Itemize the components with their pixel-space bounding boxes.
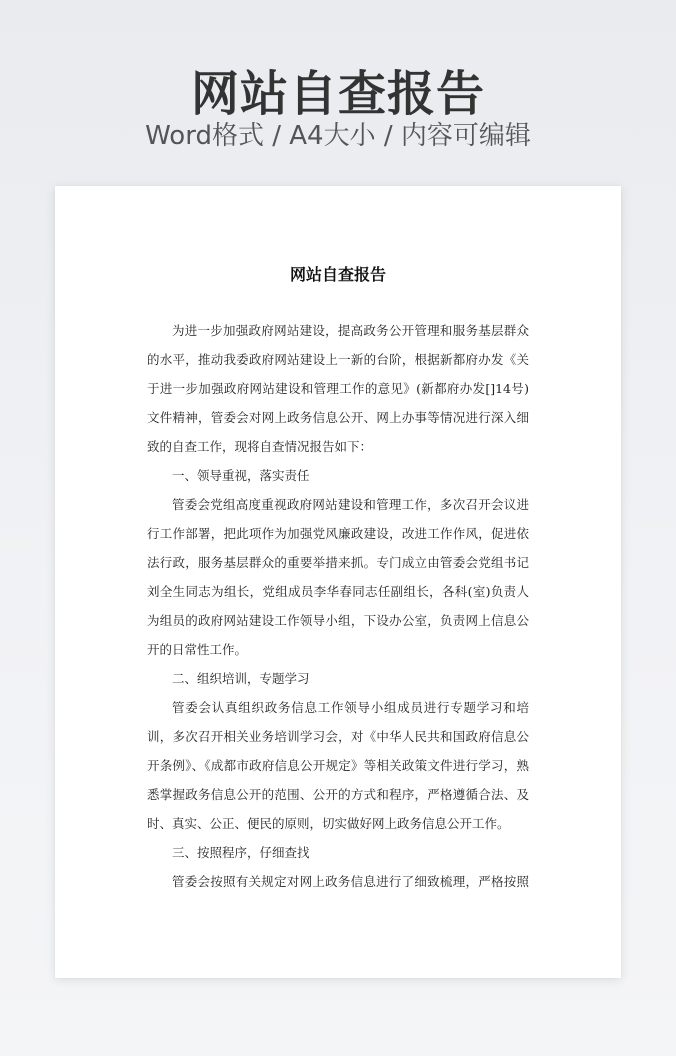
paragraph-line: 管委会党组高度重视政府网站建设和管理工作，多次召开会议进 [172,497,529,512]
section-heading: 一、领导重视，落实责任 [172,468,310,483]
paragraph-line: 开的日常性工作。 [147,642,248,657]
paragraph-line: 为进一步加强政府网站建设，提高政务公开管理和服务基层群众 [172,323,529,338]
document-page [55,186,621,978]
paragraph-line: 刘全生同志为组长，党组成员李华春同志任副组长，各科(室)负责人 [147,584,529,599]
paragraph-line: 训，多次召开相关业务培训学习会，对《中华人民共和国政府信息公 [147,729,529,744]
paragraph-line: 的水平，推动我委政府网站建设上一新的台阶，根据新都府办发《关 [147,352,529,367]
document-body [147,316,529,896]
section-heading: 三、按照程序，仔细查找 [172,845,310,860]
document-title: 网站自查报告 [289,265,386,284]
banner-subtitle: Word格式 / A4大小 / 内容可编辑 [145,121,531,151]
paragraph-line: 文件精神，管委会对网上政务信息公开、网上办事等情况进行深入细 [147,410,529,425]
paragraph-line: 行工作部署，把此项作为加强党风廉政建设，改进工作作风，促进依 [147,526,529,541]
banner-title: 网站自查报告 [190,66,485,122]
paragraph-line: 于进一步加强政府网站建设和管理工作的意见》(新都府办发[]14号) [147,381,529,396]
paragraph-line: 开条例》、《成都市政府信息公开规定》等相关政策文件进行学习，熟 [147,758,529,773]
paragraph-line: 管委会认真组织政务信息工作领导小组成员进行专题学习和培 [172,700,529,715]
paragraph-line: 法行政，服务基层群众的重要举措来抓。专门成立由管委会党组书记 [147,555,529,570]
paragraph-line: 时、真实、公正、便民的原则，切实做好网上政务信息公开工作。 [147,816,510,831]
section-heading: 二、组织培训，专题学习 [172,671,310,686]
paragraph-line: 悉掌握政务信息公开的范围、公开的方式和程序，严格遵循合法、及 [147,787,529,802]
paragraph-line: 致的自查工作，现将自查情况报告如下： [147,439,373,454]
paragraph-line: 管委会按照有关规定对网上政务信息进行了细致梳理，严格按照 [172,874,529,889]
paragraph-line: 为组员的政府网站建设工作领导小组，下设办公室，负责网上信息公 [147,613,529,628]
